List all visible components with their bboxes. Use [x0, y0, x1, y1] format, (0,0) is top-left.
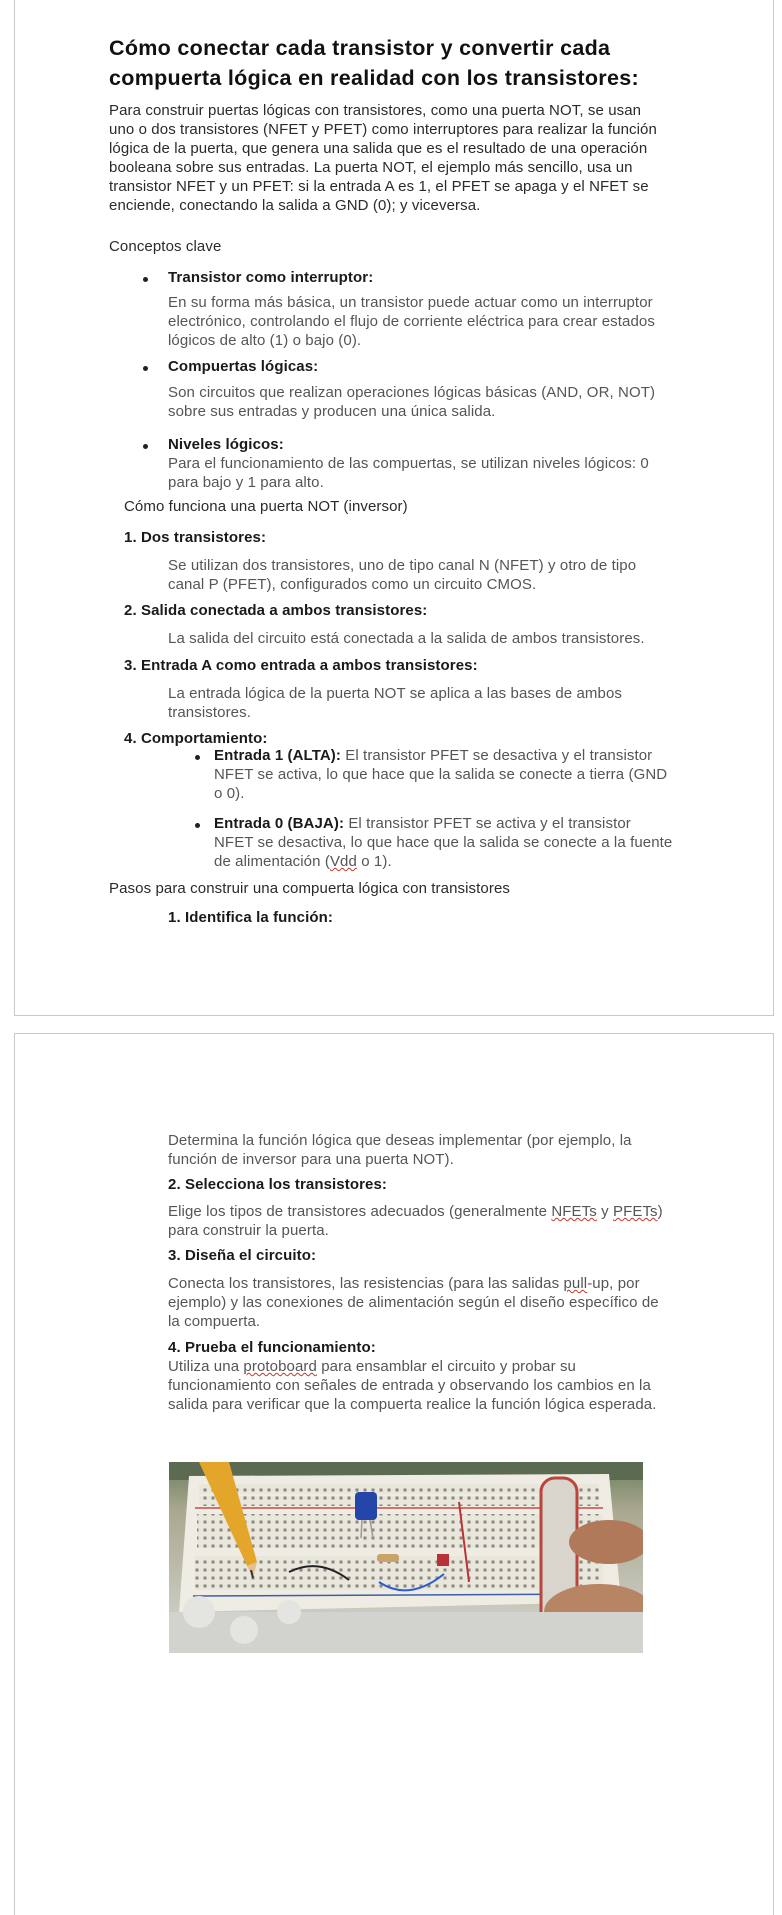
breadboard-photo-illustration [169, 1462, 643, 1653]
behavior-low [214, 814, 674, 871]
concept-text-gates: Son circuitos que realizan operaciones lógicas básicas (AND, OR, NOT) sobre sus entradas y producen una única salida. [168, 384, 656, 420]
step-1-text: Determina la función lógica que deseas implementar (por ejemplo, la función de inversor para una puerta NOT). [168, 1132, 632, 1168]
step-4-title: 4. Prueba el funcionamiento: [168, 1339, 376, 1356]
step-2-text-a: Elige los tipos de transistores adecuados (generalmente [168, 1203, 552, 1220]
step-4-text [168, 1357, 673, 1414]
not-step-3-text: La entrada lógica de la puerta NOT se aplica a las bases de ambos transistores. [168, 685, 622, 721]
behavior-high [214, 746, 674, 803]
not-step-1-text: Se utilizan dos transistores, uno de tipo canal N (NFET) y otro de tipo canal P (PFET), configurados como un circuito CMOS. [168, 557, 637, 593]
steps-heading: Pasos para construir una compuerta lógica con transistores [109, 880, 510, 897]
step-3-text [168, 1274, 668, 1331]
behavior-high-label: Entrada 1 (ALTA): [214, 747, 341, 764]
not-step-4-title: 4. Comportamiento: [124, 730, 268, 747]
step-2-title: 2. Selecciona los transistores: [168, 1176, 388, 1193]
concepts-heading: Conceptos clave [109, 238, 222, 255]
bullet-icon [143, 277, 148, 282]
behavior-low-text: El transistor PFET se activa y el transistor NFET se desactiva, lo que hace que la salida se conecte a la fuente de alimentación ( [214, 815, 673, 870]
concept-title-transistor: Transistor como interruptor: [168, 269, 374, 286]
step-3-text-a: Conecta los transistores, las resistencias (para las salidas [168, 1275, 564, 1292]
concept-title-gates: Compuertas lógicas: [168, 358, 319, 375]
behavior-low-end: o 1). [356, 853, 392, 870]
step-2-nfets: NFETs [551, 1203, 597, 1220]
concept-title-levels: Niveles lógicos: [168, 436, 284, 453]
step-4-protoboard: protoboard [243, 1358, 317, 1375]
behavior-low-vdd: Vdd [329, 853, 357, 870]
step-2-text-b: y [596, 1203, 613, 1220]
bullet-icon [143, 366, 148, 371]
step-2-text-c: ) para construir la puerta. [168, 1203, 663, 1239]
concept-text-transistor: En su forma más básica, un transistor puede actuar como un interruptor electrónico, controlando el flujo de corriente eléctrica para crear estados lógicos de alto (1) o bajo (0). [168, 294, 655, 349]
bullet-icon [143, 444, 148, 449]
intro-paragraph: Para construir puertas lógicas con transistores, como una puerta NOT, se usan uno o dos transistores (NFET y PFET) como interruptores para realizar la función lógica de la puerta, que genera una salida que es el resultado de una operación booleana sobre sus entradas. La puerta NOT, el ejemplo más sencillo, usa un transistor NFET y un PFET: si la entrada A es 1, el PFET se apaga y el NFET se enciende, conectando la salida a GND (0); y viceversa. [109, 102, 657, 214]
step-4-text-b: para ensamblar el circuito y probar su funcionamiento con señales de entrada y observando los cambios en la salida para verificar que la compuerta realice la función lógica esperada. [168, 1358, 657, 1413]
step-3-text-b: -up, por ejemplo) y las conexiones de alimentación según el diseño específico de la compuerta. [168, 1275, 659, 1330]
step-3-title: 3. Diseña el circuito: [168, 1247, 317, 1264]
step-3-pull: pull [563, 1275, 588, 1292]
not-step-3-title: 3. Entrada A como entrada a ambos transistores: [124, 657, 478, 674]
concept-text-levels: Para el funcionamiento de las compuertas, se utilizan niveles lógicos: 0 para bajo y 1 para alto. [168, 455, 649, 491]
step-2-pfets: PFETs [612, 1203, 658, 1220]
not-step-1-title: 1. Dos transistores: [124, 529, 267, 546]
bullet-icon [195, 823, 200, 828]
bullet-icon [195, 755, 200, 760]
document-title: Cómo conectar cada transistor y convertir cada compuerta lógica en realidad con los transistores: [109, 36, 639, 90]
step-4-text-a: Utiliza una [168, 1358, 244, 1375]
not-gate-heading: Cómo funciona una puerta NOT (inversor) [124, 498, 408, 515]
breadboard-photo [169, 1462, 643, 1653]
behavior-low-label: Entrada 0 (BAJA): [214, 815, 345, 832]
not-step-2-title: 2. Salida conectada a ambos transistores: [124, 602, 428, 619]
step-2-text [168, 1202, 668, 1240]
behavior-high-text: El transistor PFET se desactiva y el transistor NFET se activa, lo que hace que la salida se conecte a tierra (GND o 0). [214, 747, 668, 802]
not-step-2-text: La salida del circuito está conectada a la salida de ambos transistores. [168, 630, 645, 647]
step-1-title: 1. Identifica la función: [168, 909, 334, 926]
